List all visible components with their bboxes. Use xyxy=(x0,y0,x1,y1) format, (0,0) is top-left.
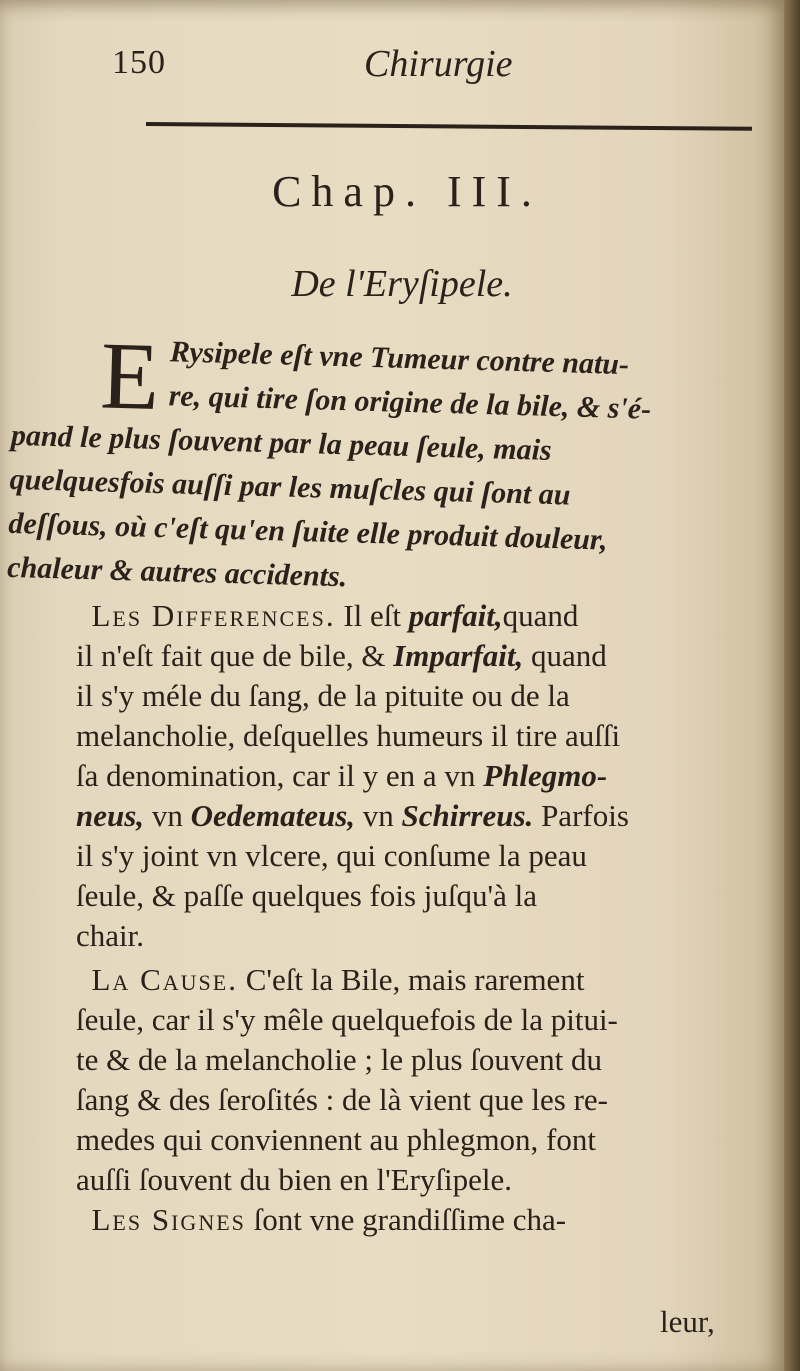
text-line: ſa denomination, car il y en a vn Phlegmo- xyxy=(76,758,608,793)
intro-paragraph xyxy=(6,321,768,611)
intro-line: chaleur & autres accidents. xyxy=(6,550,348,594)
intro-line: deſſous, où c'eſt qu'en ſuite elle produit douleur, xyxy=(8,506,608,557)
page-header xyxy=(0,36,784,96)
drop-cap: E xyxy=(99,321,161,430)
section-label-differences: Les Differences. xyxy=(91,598,336,633)
text-line: ſeule, car il s'y mêle quelquefois de la pitui- xyxy=(76,1002,618,1037)
catchword: leur, xyxy=(660,1304,715,1339)
running-title: Chirurgie xyxy=(364,43,513,85)
intro-line: pand le plus ſouvent par la peau ſeule, mais xyxy=(10,418,553,467)
differences-line: Les Differences. Il eſt parfait,quand xyxy=(91,598,579,633)
section-label-cause: La Cause. xyxy=(91,962,238,997)
header-rule xyxy=(146,122,752,131)
text-line: medes qui conviennent au phlegmon, font xyxy=(76,1122,596,1157)
text-line: il s'y joint vn vlcere, qui conſume la peau xyxy=(76,838,587,873)
chapter-heading: Chap. III. xyxy=(272,167,542,216)
intro-line: Rysipele eſt vne Tumeur contre natu- xyxy=(169,335,630,382)
text-line: il s'y méle du ſang, de la pituite ou de la xyxy=(76,678,570,713)
text-line: melancholie, deſquelles humeurs il tire auſſi xyxy=(76,718,621,753)
book-spine-edge xyxy=(784,0,800,1371)
cause-line: La Cause. C'eſt la Bile, mais rarement xyxy=(91,962,585,997)
text-line: il n'eſt fait que de bile, & Imparfait, quand xyxy=(76,638,607,673)
text-line: chair. xyxy=(76,918,144,953)
text-line: auſſi ſouvent du bien en l'Eryſipele. xyxy=(76,1162,513,1197)
text-line: ſang & des ſeroſités : de là vient que les re- xyxy=(76,1082,608,1117)
signes-line: Les Signes ſont vne grandiſſime cha- xyxy=(91,1202,567,1237)
intro-line: re, qui tire ſon origine de la bile, & s'é- xyxy=(168,379,652,426)
text-line: neus, vn Oedemateus, vn Schirreus. Parfois xyxy=(76,798,629,833)
section-label-signes: Les Signes xyxy=(91,1202,246,1237)
page-number: 150 xyxy=(112,44,166,81)
chapter-subtitle: De l'Eryſipele. xyxy=(291,263,513,305)
text-line: ſeule, & paſſe quelques fois juſqu'à la xyxy=(76,878,537,913)
intro-line: quelquesfois auſſi par les muſcles qui ſont au xyxy=(9,462,571,512)
body-text xyxy=(76,596,756,1240)
text-line: te & de la melancholie ; le plus ſouvent du xyxy=(76,1042,603,1077)
